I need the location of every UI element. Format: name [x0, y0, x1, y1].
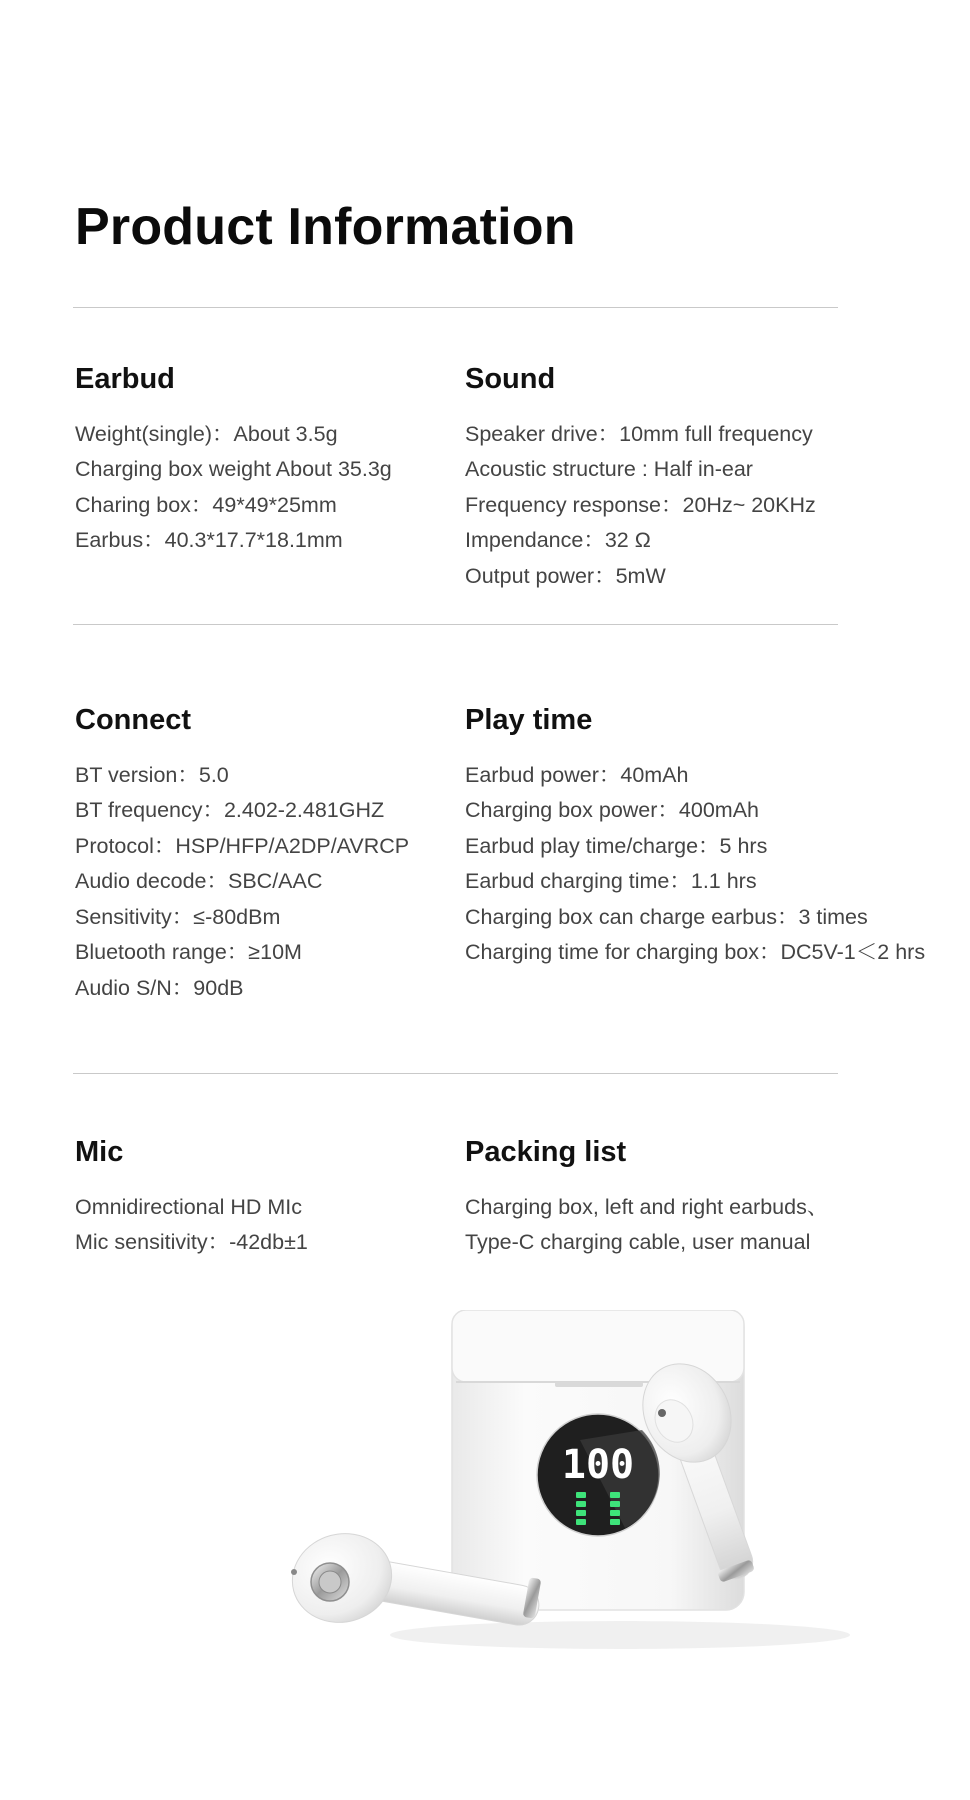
- section-divider: [73, 307, 838, 308]
- product-image: [290, 1310, 890, 1710]
- page-title: Product Information: [75, 198, 576, 256]
- spec-item: Earbud play time/charge：5 hrs: [465, 833, 768, 858]
- spec-item: Charing box：49*49*25mm: [75, 492, 337, 517]
- spec-item: Charging box, left and right earbuds、: [465, 1194, 829, 1219]
- spec-item: BT frequency：2.402-2.481GHZ: [75, 798, 385, 823]
- spec-item: Bluetooth range：≥10M: [75, 940, 302, 965]
- spec-list-connect: [75, 758, 409, 1007]
- section-title-mic: Mic: [75, 1136, 124, 1168]
- spec-item: Audio S/N：90dB: [75, 975, 244, 1000]
- section-title-packing-list: Packing list: [465, 1136, 627, 1168]
- spec-item: Output power：5mW: [465, 563, 666, 588]
- spec-list-packing-list: [465, 1190, 828, 1261]
- spec-item: Frequency response：20Hz~ 20KHz: [465, 492, 816, 517]
- section-divider: [73, 624, 838, 625]
- section-divider: [73, 1073, 838, 1074]
- section-title-connect: Connect: [75, 704, 191, 736]
- spec-list-play-time: [465, 758, 925, 971]
- spec-list-mic: [75, 1190, 308, 1261]
- spec-item: Impendance：32 Ω: [465, 528, 651, 553]
- spec-list-earbud: [75, 417, 392, 559]
- spec-item: Omnidirectional HD MIc: [75, 1194, 302, 1219]
- section-mic: [75, 1135, 308, 1261]
- spec-item: Earbus：40.3*17.7*18.1mm: [75, 528, 343, 553]
- spec-item: Charging time for charging box：DC5V-1＜2 hrs: [465, 940, 926, 965]
- display-value: 100: [561, 1442, 635, 1488]
- spec-item: Mic sensitivity：-42db±1: [75, 1230, 308, 1255]
- spec-item: Audio decode：SBC/AAC: [75, 869, 323, 894]
- spec-item: Protocol：HSP/HFP/A2DP/AVRCP: [75, 833, 410, 858]
- section-connect: [75, 703, 409, 1006]
- spec-item: Earbud charging time：1.1 hrs: [465, 869, 757, 894]
- section-earbud: [75, 362, 392, 559]
- section-packing-list: [465, 1135, 828, 1261]
- section-play-time: [465, 703, 925, 971]
- spec-item: Speaker drive：10mm full frequency: [465, 421, 813, 446]
- spec-item: Charging box can charge earbus：3 times: [465, 904, 868, 929]
- spec-item: Type-C charging cable, user manual: [465, 1230, 811, 1255]
- shadow: [390, 1621, 850, 1649]
- spec-item: Earbud power：40mAh: [465, 762, 689, 787]
- section-title-sound: Sound: [465, 363, 556, 395]
- spec-item: BT version：5.0: [75, 762, 229, 787]
- spec-item: Sensitivity：≤-80dBm: [75, 904, 281, 929]
- spec-item: Weight(single)：About 3.5g: [75, 421, 338, 446]
- spec-item: Charging box weight About 35.3g: [75, 457, 392, 482]
- spec-item: Charging box power：400mAh: [465, 798, 759, 823]
- section-sound: [465, 362, 816, 594]
- spec-item: Acoustic structure : Half in-ear: [465, 457, 753, 482]
- section-title-play-time: Play time: [465, 704, 593, 736]
- spec-list-sound: [465, 417, 816, 595]
- section-title-earbud: Earbud: [75, 363, 175, 395]
